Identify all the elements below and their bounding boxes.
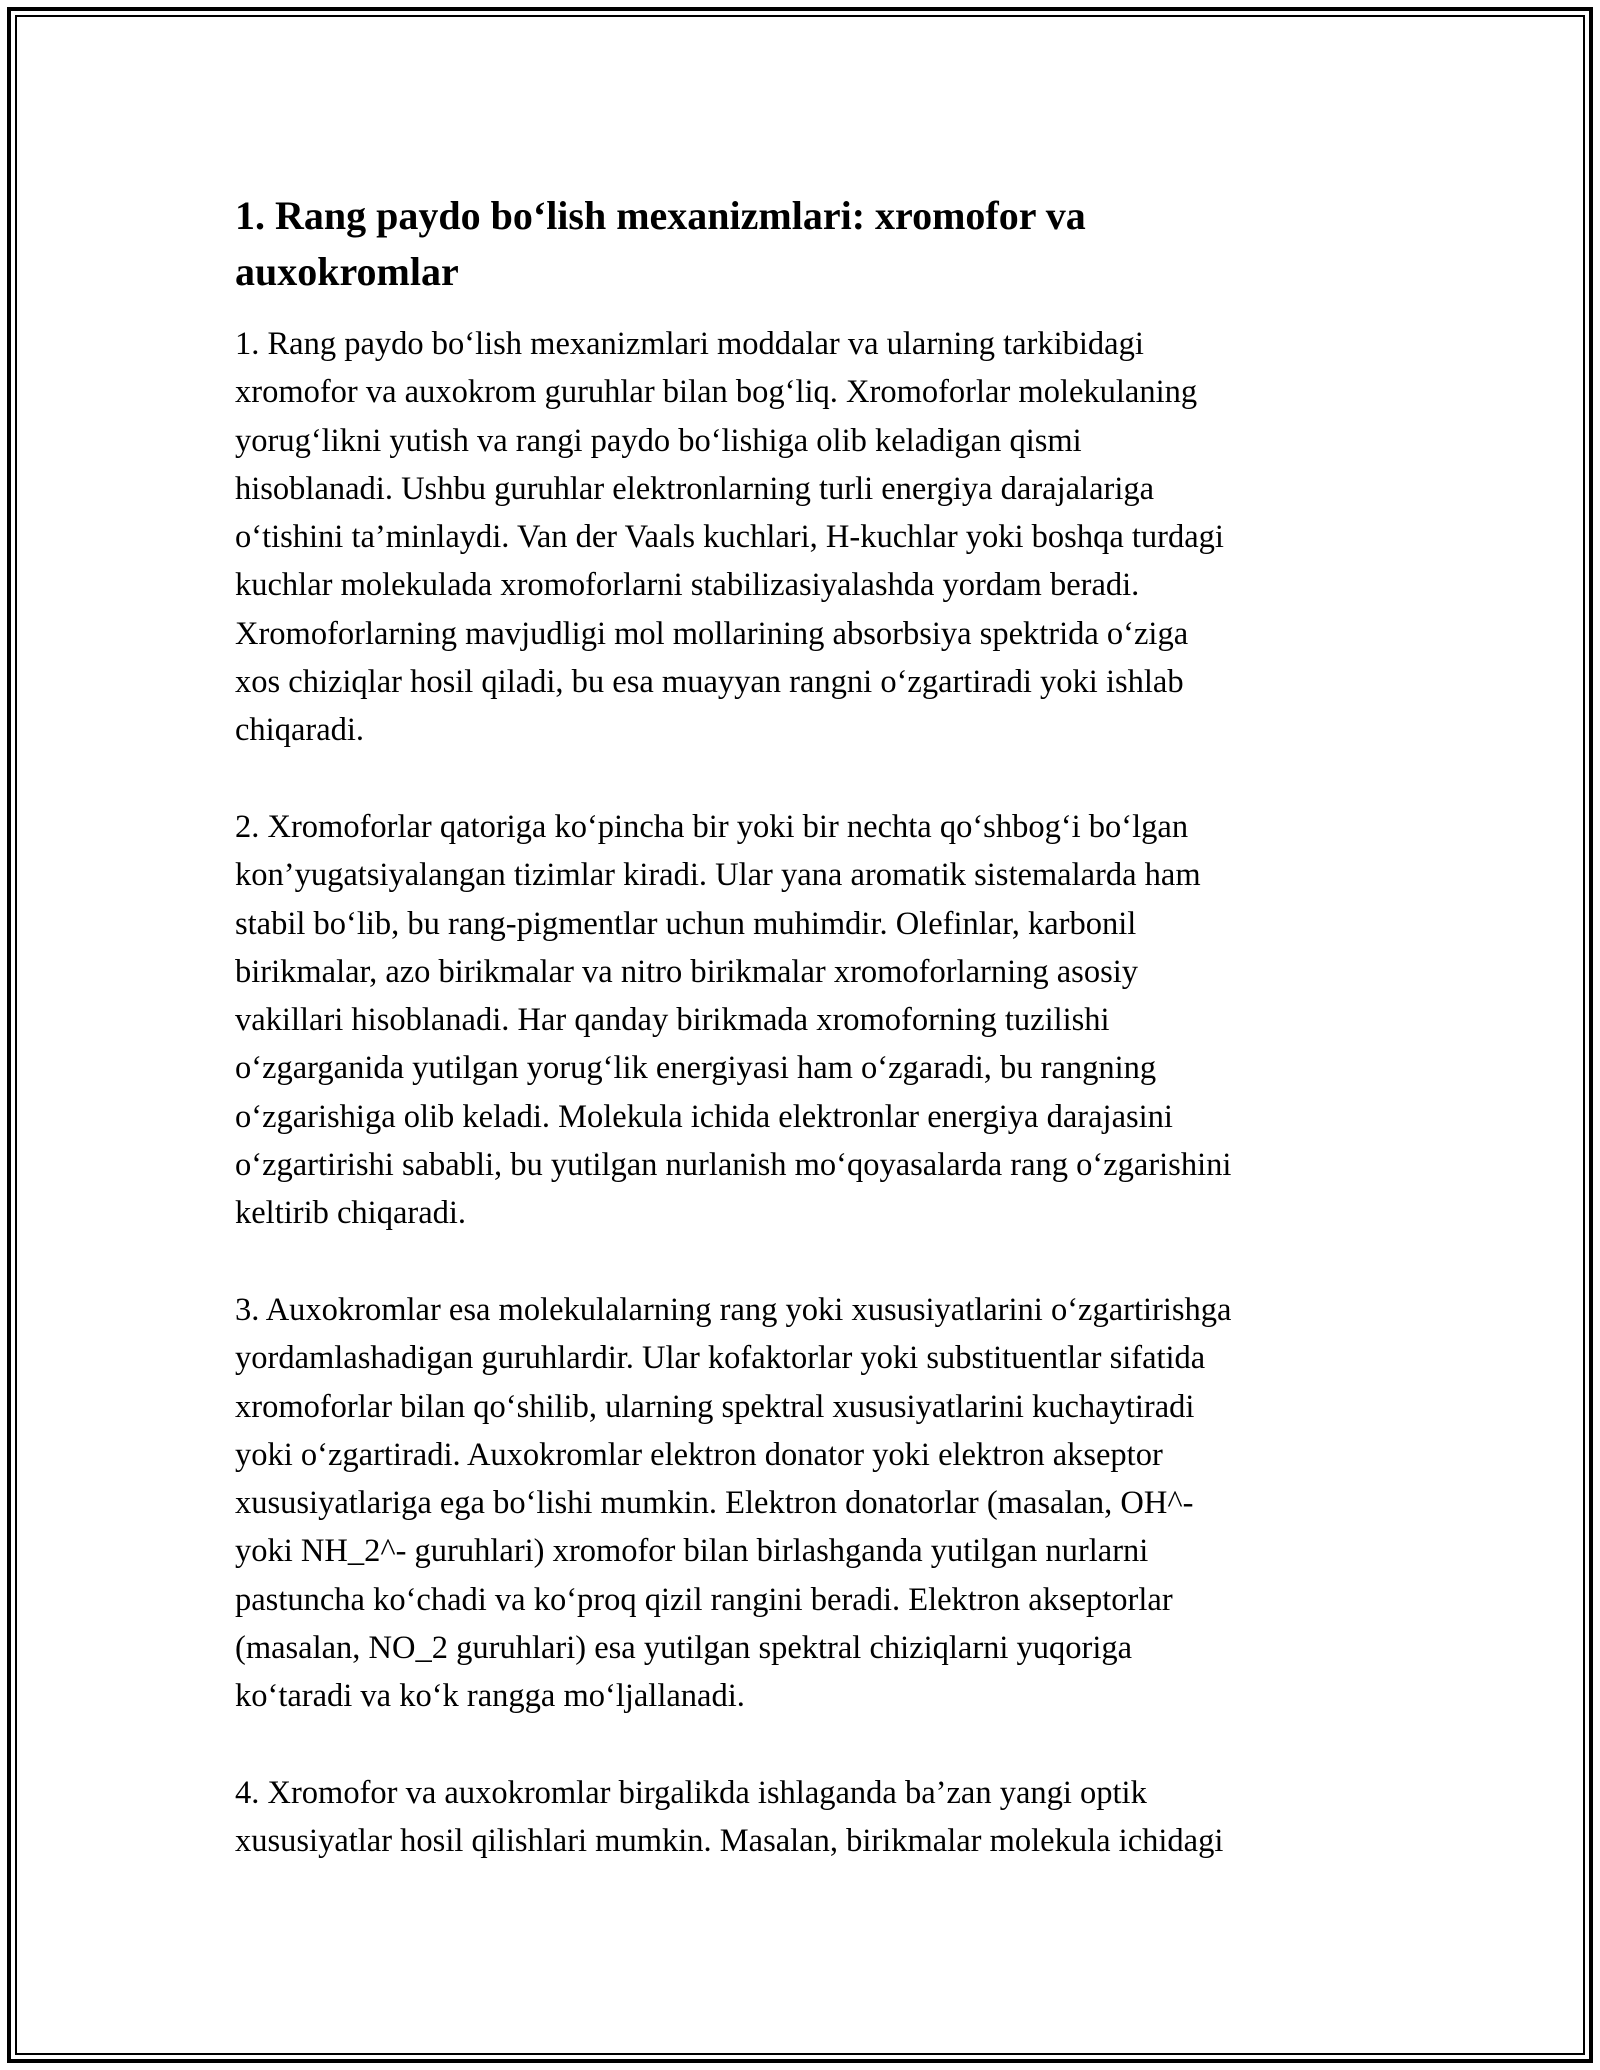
paragraph-line: o‘zgartirishi sababli, bu yutilgan nurlanish mo‘qoyasalarda rang o‘zgarishini: [235, 1147, 1232, 1184]
paragraph-line: kon’yugatsiyalangan tizimlar kiradi. Ular yana aromatik sistemalarda ham: [235, 857, 1201, 894]
paragraph-4: [235, 1769, 1375, 1866]
paragraph-line: xususiyatlariga ega bo‘lishi mumkin. Elektron donatorlar (masalan, OH^-: [235, 1485, 1194, 1522]
paragraph-line: 4. Xromofor va auxokromlar birgalikda ishlaganda ba’zan yangi optik: [235, 1774, 1147, 1811]
paragraph-line: vakillari hisoblanadi. Har qanday birikmada xromoforning tuzilishi: [235, 1002, 1110, 1039]
paragraph-line: xromofor va auxokrom guruhlar bilan bog‘liq. Xromoforlar molekulaning: [235, 374, 1198, 411]
paragraph-line: o‘zgarganida yutilgan yorug‘lik energiyasi ham o‘zgaradi, bu rangning: [235, 1050, 1157, 1087]
paragraph-line: yoki NH_2^- guruhlari) xromofor bilan birlashganda yutilgan nurlarni: [235, 1533, 1149, 1570]
paragraph-line: 3. Auxokromlar esa molekulalarning rang yoki xususiyatlarini o‘zgartirishga: [235, 1291, 1232, 1328]
paragraph-line: o‘tishini ta’minlaydi. Van der Vaals kuchlari, H-kuchlar yoki boshqa turdagi: [235, 519, 1224, 556]
paragraph-3: [235, 1286, 1375, 1721]
paragraph-line: yoki o‘zgartiradi. Auxokromlar elektron donator yoki elektron akseptor: [235, 1436, 1163, 1473]
paragraph-line: pastuncha ko‘chadi va ko‘proq qizil rangini beradi. Elektron akseptorlar: [235, 1581, 1173, 1618]
paragraph-line: keltirib chiqaradi.: [235, 1195, 467, 1232]
paragraph-line: (masalan, NO_2 guruhlari) esa yutilgan spektral chiziqlarni yuqoriga: [235, 1630, 1133, 1667]
paragraph-line: chiqaradi.: [235, 712, 365, 749]
paragraph-line: hisoblanadi. Ushbu guruhlar elektronlarning turli energiya darajalariga: [235, 470, 1155, 507]
paragraph-line: xos chiziqlar hosil qiladi, bu esa muayyan rangni o‘zgartiradi yoki ishlab: [235, 664, 1184, 701]
paragraph-2: [235, 803, 1375, 1238]
document-body: [235, 188, 1375, 1914]
paragraph-line: birikmalar, azo birikmalar va nitro birikmalar xromoforlarning asosiy: [235, 953, 1139, 990]
paragraph-line: ko‘taradi va ko‘k rangga mo‘ljallanadi.: [235, 1678, 745, 1715]
section-title: 1. Rang paydo bo‘lish mexanizmlari: xromofor va auxokromlar: [235, 193, 1086, 294]
paragraph-line: stabil bo‘lib, bu rang-pigmentlar uchun muhimdir. Olefinlar, karbonil: [235, 905, 1137, 942]
paragraph-line: xromoforlar bilan qo‘shilib, ularning spektral xususiyatlarini kuchaytiradi: [235, 1388, 1195, 1425]
paragraph-line: Xromoforlarning mavjudligi mol mollarining absorbsiya spektrida o‘ziga: [235, 615, 1189, 652]
paragraph-line: 1. Rang paydo bo‘lish mexanizmlari moddalar va ularning tarkibidagi: [235, 326, 1144, 362]
paragraph-1: [235, 320, 1375, 755]
paragraph-line: yordamlashadigan guruhlardir. Ular kofaktorlar yoki substituentlar sifatida: [235, 1340, 1206, 1377]
paragraph-line: kuchlar molekulada xromoforlarni stabilizasiyalashda yordam beradi.: [235, 567, 1140, 604]
paragraph-line: 2. Xromoforlar qatoriga ko‘pincha bir yoki bir nechta qo‘shbog‘i bo‘lgan: [235, 808, 1189, 845]
paragraph-line: yorug‘likni yutish va rangi paydo bo‘lishiga olib keladigan qismi: [235, 422, 1082, 459]
paragraph-line: o‘zgarishiga olib keladi. Molekula ichida elektronlar energiya darajasini: [235, 1098, 1173, 1135]
paragraph-line: xususiyatlar hosil qilishlari mumkin. Masalan, birikmalar molekula ichidagi: [235, 1823, 1224, 1860]
